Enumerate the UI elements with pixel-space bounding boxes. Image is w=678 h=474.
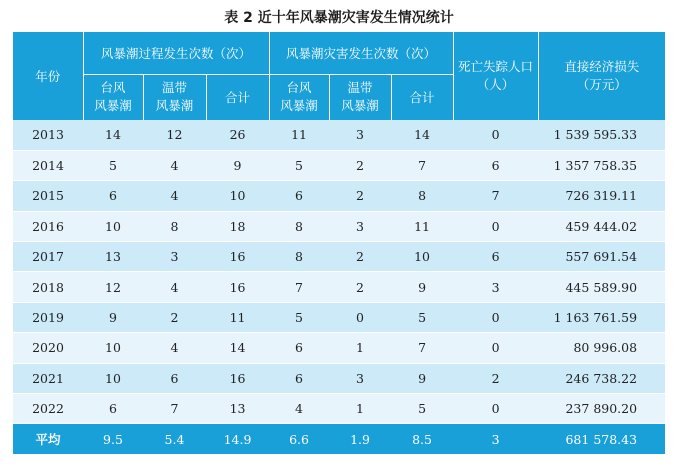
header-temperate-line2: 风暴潮	[155, 98, 194, 114]
cell-disaster-temperate: 2	[329, 150, 391, 180]
cell-process-total: 26	[206, 120, 269, 150]
cell-disaster-temperate: 2	[329, 242, 391, 272]
cell-death: 7	[453, 181, 538, 211]
cell-loss: 1 357 758.35	[538, 150, 665, 180]
cell-year: 2015	[13, 181, 83, 211]
cell-process-total: 9	[206, 150, 269, 180]
cell-loss: 246 738.22	[538, 363, 665, 393]
cell-process-temperate: 8	[143, 211, 206, 241]
cell-process-temperate: 4	[143, 181, 206, 211]
cell-process-temperate: 2	[143, 302, 206, 332]
cell-loss: 1 539 595.33	[538, 120, 665, 150]
cell-loss: 445 589.90	[538, 272, 665, 302]
table-row	[13, 333, 665, 363]
cell-disaster-total: 14	[391, 120, 453, 150]
cell-process-typhoon: 5	[83, 150, 143, 180]
cell-disaster-total: 7	[391, 333, 453, 363]
cell-death: 0	[453, 120, 538, 150]
cell-loss: 237 890.20	[538, 394, 665, 424]
cell-process-total: 16	[206, 363, 269, 393]
cell-loss: 1 163 761.59	[538, 302, 665, 332]
cell-disaster-typhoon: 8	[269, 211, 329, 241]
table-row	[13, 394, 665, 424]
cell-process-typhoon: 10	[83, 363, 143, 393]
cell-death: 0	[453, 211, 538, 241]
cell-process-typhoon: 6	[83, 394, 143, 424]
header-disaster-group: 风暴潮灾害发生次数（次）	[269, 32, 453, 74]
header-loss-label: 直接经济损失	[564, 59, 640, 74]
header-disaster-total: 合计	[391, 74, 453, 120]
cell-disaster-temperate: 0	[329, 302, 391, 332]
cell-disaster-total: 9	[391, 272, 453, 302]
header-process-group: 风暴潮过程发生次数（次）	[83, 32, 269, 74]
header-process-typhoon	[83, 74, 143, 120]
cell-disaster-typhoon: 11	[269, 120, 329, 150]
cell-death: 0	[453, 302, 538, 332]
cell-disaster-temperate: 1	[329, 394, 391, 424]
cell-loss: 80 996.08	[538, 333, 665, 363]
cell-process-temperate: 7	[143, 394, 206, 424]
table-title: 表 2 近十年风暴潮灾害发生情况统计	[224, 10, 454, 26]
header-typhoon-line2: 风暴潮	[280, 98, 318, 114]
cell-disaster-typhoon: 6.6	[269, 424, 329, 454]
cell-disaster-total: 5	[391, 394, 453, 424]
header-process-total: 合计	[206, 74, 269, 120]
header-death	[453, 32, 538, 120]
cell-year: 2020	[13, 333, 83, 363]
cell-process-temperate: 4	[143, 150, 206, 180]
cell-process-total: 11	[206, 302, 269, 332]
cell-process-typhoon: 14	[83, 120, 143, 150]
cell-process-typhoon: 12	[83, 272, 143, 302]
cell-disaster-total: 9	[391, 363, 453, 393]
cell-disaster-temperate: 2	[329, 181, 391, 211]
table-row	[13, 211, 665, 241]
cell-death: 6	[453, 242, 538, 272]
cell-year: 2014	[13, 150, 83, 180]
cell-process-temperate: 3	[143, 242, 206, 272]
cell-disaster-typhoon: 4	[269, 394, 329, 424]
cell-disaster-temperate: 1.9	[329, 424, 391, 454]
table-row	[13, 242, 665, 272]
cell-loss: 459 444.02	[538, 211, 665, 241]
cell-process-total: 13	[206, 394, 269, 424]
cell-process-temperate: 4	[143, 333, 206, 363]
average-row	[13, 424, 665, 454]
cell-disaster-total: 5	[391, 302, 453, 332]
header-typhoon-line1: 台风	[100, 80, 126, 96]
cell-process-total: 14.9	[206, 424, 269, 454]
cell-disaster-typhoon: 7	[269, 272, 329, 302]
cell-disaster-typhoon: 8	[269, 242, 329, 272]
header-temperate-line1: 温带	[161, 80, 187, 96]
header-loss-unit: （万元）	[576, 77, 627, 92]
header-year: 年份	[13, 32, 83, 120]
cell-process-total: 10	[206, 181, 269, 211]
cell-process-typhoon: 10	[83, 211, 143, 241]
cell-disaster-total: 7	[391, 150, 453, 180]
cell-process-typhoon: 13	[83, 242, 143, 272]
cell-death: 6	[453, 150, 538, 180]
cell-disaster-temperate: 3	[329, 120, 391, 150]
cell-process-typhoon: 6	[83, 181, 143, 211]
header-typhoon-line2: 风暴潮	[94, 98, 132, 114]
cell-process-temperate: 4	[143, 272, 206, 302]
cell-year: 2019	[13, 302, 83, 332]
cell-disaster-total: 8.5	[391, 424, 453, 454]
table-row	[13, 150, 665, 180]
cell-process-total: 16	[206, 242, 269, 272]
cell-death: 2	[453, 363, 538, 393]
table-row	[13, 363, 665, 393]
header-death-unit: （人）	[476, 77, 515, 92]
table-row	[13, 120, 665, 150]
header-death-label: 死亡失踪人口	[458, 59, 534, 74]
cell-disaster-typhoon: 5	[269, 302, 329, 332]
cell-process-total: 18	[206, 211, 269, 241]
cell-year: 2017	[13, 242, 83, 272]
header-disaster-typhoon	[269, 74, 329, 120]
header-loss	[538, 32, 665, 120]
cell-loss: 681 578.43	[538, 424, 665, 454]
table-row	[13, 181, 665, 211]
cell-year: 2016	[13, 211, 83, 241]
cell-process-total: 16	[206, 272, 269, 302]
cell-disaster-typhoon: 6	[269, 181, 329, 211]
cell-disaster-temperate: 3	[329, 363, 391, 393]
cell-year: 2022	[13, 394, 83, 424]
cell-death: 3	[453, 272, 538, 302]
cell-process-typhoon: 9.5	[83, 424, 143, 454]
cell-disaster-total: 8	[391, 181, 453, 211]
cell-disaster-temperate: 1	[329, 333, 391, 363]
header-temperate-line2: 风暴潮	[341, 98, 379, 114]
cell-disaster-temperate: 2	[329, 272, 391, 302]
cell-process-total: 14	[206, 333, 269, 363]
cell-year: 2018	[13, 272, 83, 302]
cell-disaster-total: 10	[391, 242, 453, 272]
cell-disaster-total: 11	[391, 211, 453, 241]
cell-disaster-temperate: 3	[329, 211, 391, 241]
cell-year: 2013	[13, 120, 83, 150]
cell-death: 3	[453, 424, 538, 454]
table-row	[13, 302, 665, 332]
cell-death: 0	[453, 333, 538, 363]
cell-disaster-typhoon: 5	[269, 150, 329, 180]
cell-disaster-typhoon: 6	[269, 363, 329, 393]
cell-process-temperate: 5.4	[143, 424, 206, 454]
header-temperate-line1: 温带	[347, 80, 373, 96]
cell-process-temperate: 12	[143, 120, 206, 150]
header-typhoon-line1: 台风	[286, 80, 312, 96]
cell-disaster-typhoon: 6	[269, 333, 329, 363]
cell-death: 0	[453, 394, 538, 424]
table-row	[13, 272, 665, 302]
header-disaster-temperate	[329, 74, 391, 120]
cell-process-typhoon: 9	[83, 302, 143, 332]
cell-loss: 726 319.11	[538, 181, 665, 211]
header-process-temperate	[143, 74, 206, 120]
cell-year: 2021	[13, 363, 83, 393]
cell-loss: 557 691.54	[538, 242, 665, 272]
cell-process-typhoon: 10	[83, 333, 143, 363]
storm-surge-table	[13, 32, 665, 455]
cell-process-temperate: 6	[143, 363, 206, 393]
cell-average-label: 平均	[13, 424, 83, 454]
